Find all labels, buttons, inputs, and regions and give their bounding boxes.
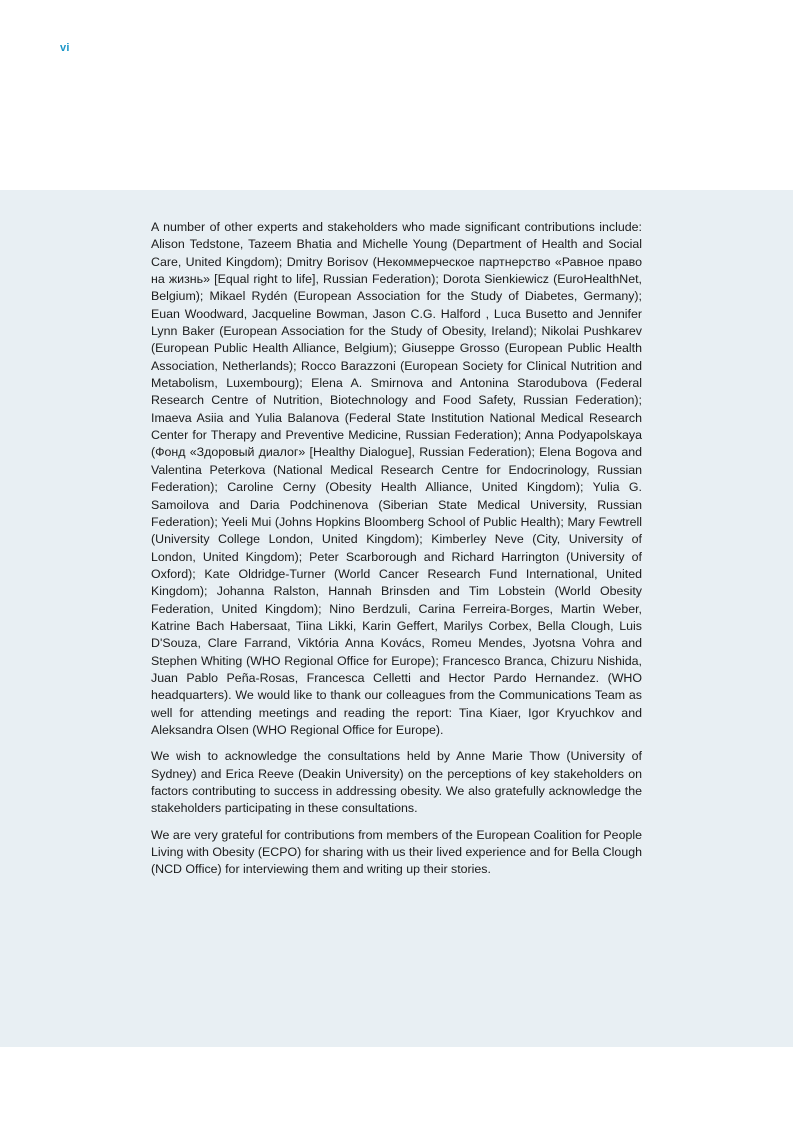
acknowledgements-text xyxy=(151,219,642,888)
page-number: vi xyxy=(60,42,70,54)
paragraph-ecpo: We are very grateful for contributions from members of the European Coalition for People Living with Obesity (ECPO) for sharing with us their lived experience and for Bella Clough (NCD Office) for interviewing them and writing up their stories. xyxy=(151,827,642,877)
paragraph-consultations: We wish to acknowledge the consultations held by Anne Marie Thow (University of Sydney) and Erica Reeve (Deakin University) on the perceptions of key stakeholders on factors contributing to success in addressing obesity. We also gratefully acknowledge the stakeholders participating in these consultations. xyxy=(151,749,642,816)
paragraph-contributors: A number of other experts and stakeholders who made significant contributions include: Alison Tedstone, Tazeem Bhatia and Michelle Young (Department of Health and Social Care, United Kingdom); Dmitry Borisov (Некоммерческое партнерство «Равное право на жизнь» [Equal right to life], Russian Federation); Dorota Sienkiewicz (EuroHealthNet, Belgium); Mikael Rydén (European Association for the Study of Diabetes, Germany); Euan Woodward, Jacqueline Bowman, Jason C.G. Halford , Luca Busetto and Jennifer Lynn Baker (European Association for the Study of Obesity, Ireland); Nikolai Pushkarev (European Public Health Alliance, Belgium); Giuseppe Grosso (European Public Health Association, Netherlands); Rocco Barazzoni (European Society for Clinical Nutrition and Metabolism, Luxembourg); Elena A. Smirnova and Antonina Starodubova (Federal Research Centre of Nutrition, Biotechnology and Food Safety, Russian Federation); Imaeva Asiia and Yulia Balanova (Federal State Institution National Medical Research Center for Therapy and Preventive Medicine, Russian Federation); Anna Podyapolskaya (Фонд «Здоровый диалог» [Healthy Dialogue], Russian Federation); Elena Bogova and Valentina Peterkova (National Medical Research Centre for Endocrinology, Russian Federation); Caroline Cerny (Obesity Health Alliance, United Kingdom); Yulia G. Samoilova and Daria Podchinenova (Siberian State Medical University, Russian Federation); Yeeli Mui (Johns Hopkins Bloomberg School of Public Health); Mary Fewtrell (University College London, United Kingdom); Kimberley Neve (City, University of London, United Kingdom); Peter Scarborough and Richard Harrington (University of Oxford); Kate Oldridge-Turner (World Cancer Research Fund International, United Kingdom); Johanna Ralston, Hannah Brinsden and Tim Lobstein (World Obesity Federation, United Kingdom); Nino Berdzuli, Carina Ferreira-Borges, Martin Weber, Katrine Bach Habersaat, Tiina Likki, Karin Geffert, Marilys Corbex, Bella Clough, Luis D'Souza, Clare Farrand, Viktória Anna Kovács, Romeu Mendes, Jyotsna Vohra and Stephen Whiting (WHO Regional Office for Europe); Francesco Branca, Chizuru Nishida, Juan Pablo Peña-Rosas, Francesca Celletti and Hector Pardo Hernandez. (WHO headquarters). We would like to thank our colleagues from the Communications Team as well for attending meetings and reading the report: Tina Kiaer, Igor Kryuchkov and Aleksandra Olsen (WHO Regional Office for Europe). xyxy=(151,220,642,737)
